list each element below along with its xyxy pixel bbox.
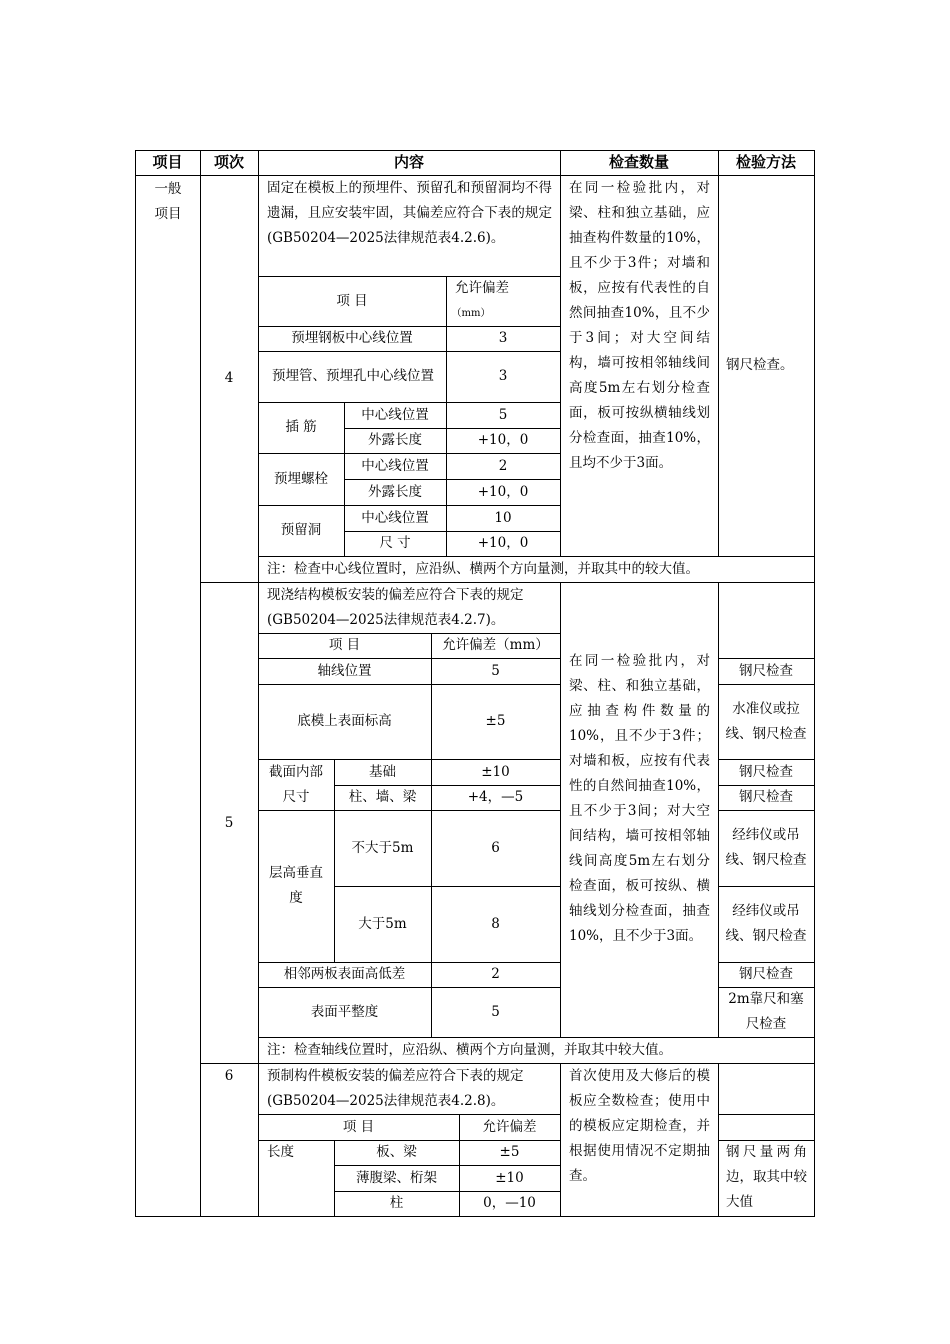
row4-pipe-hole-value: 3 — [498, 368, 508, 384]
row5-axis-method: 钢尺检查 — [739, 662, 793, 679]
row4-bolt-center: 中心线位置 — [361, 457, 429, 474]
row4-hole-center-value: 10 — [494, 509, 512, 526]
row6-intro: 预制构件模板安装的偏差应符合下表的规定(GB50204—2025法律规范表4.2.8)。 — [267, 1068, 524, 1109]
row4-rebar-exposed: 外露长度 — [368, 432, 422, 448]
row5-vertical-le5-method: 经纬仪或吊线、钢尺检查 — [725, 827, 807, 868]
header-xiangmu: 项目 — [152, 153, 183, 171]
row5-axis: 轴线位置 — [317, 662, 372, 679]
row4-bolt-center-value: 2 — [498, 457, 508, 474]
row5-section: 截面内部尺寸 — [269, 763, 323, 805]
row4-quantity: 在同一检验批内，对梁、柱和独立基础，应抽查构件数量的10%，且不少于3件；对墙和板，应按有代表性的自然间抽查10%，且不少于3间；对大空间结构，墙可按相邻轴线间高度5m左右划分检查面，板可按纵横轴线划分检查面，抽查10%，且均不少于3面。 — [569, 180, 710, 471]
row6-quantity: 首次使用及大修后的模板应全数检查；使用中的模板应定期检查，并根据使用情况不定期抽查。 — [569, 1068, 710, 1184]
row4-pipe-hole: 预埋管、预埋孔中心线位置 — [272, 368, 434, 384]
row6-column: 柱 — [389, 1195, 404, 1211]
row4-bolt: 预埋螺栓 — [274, 470, 328, 487]
row4-hole-size-value: +10，0 — [477, 535, 529, 551]
row5-section-foundation-method: 钢尺检查 — [739, 763, 793, 780]
row5-adjacent: 相邻两板表面高低差 — [283, 966, 406, 982]
row4-intro: 固定在模板上的预埋件、预留孔和预留洞均不得遗漏，且应安装牢固，其偏差应符合下表的规定(GB50204—2025法律规范表4.2.6)。 — [267, 180, 552, 246]
header-xiangci: 项次 — [213, 153, 244, 171]
row6-subhead-tol: 允许偏差 — [482, 1118, 537, 1135]
row6-truss: 薄腹梁、桁架 — [356, 1169, 437, 1186]
row4-subhead-tol: 允许偏差 — [455, 280, 509, 296]
row4-method: 钢尺检查。 — [726, 357, 794, 373]
row5-bottom-method: 水准仪或拉线、钢尺检查 — [725, 700, 807, 742]
row5-subhead-item: 项 目 — [328, 637, 361, 653]
row5-section-foundation-value: ±10 — [481, 763, 510, 780]
row4-hole-size: 尺 寸 — [379, 535, 411, 551]
row4-hole-center: 中心线位置 — [361, 509, 429, 526]
row4-rebar-center: 中心线位置 — [361, 406, 429, 423]
row4-steel-plate: 预埋钢板中心线位置 — [291, 330, 413, 346]
row6-number: 6 — [224, 1068, 234, 1084]
row5-section-foundation: 基础 — [369, 763, 396, 780]
row4-rebar-exposed-value: +10，0 — [477, 432, 529, 448]
row4-bolt-exposed-value: +10，0 — [477, 483, 529, 500]
row5-vertical-gt5-value: 8 — [491, 915, 500, 932]
row4-note: 注：检查中心线位置时，应沿纵、横两个方向量测，并取其中的较大值。 — [267, 561, 699, 577]
row5-vertical-le5: 不大于5m — [351, 839, 414, 856]
row5-flatness-method: 2m靠尺和塞尺检查 — [728, 991, 804, 1032]
row6-slab-value: ±5 — [499, 1144, 520, 1160]
row6-slab: 板、梁 — [376, 1144, 417, 1160]
row5-vertical-gt5: 大于5m — [358, 915, 407, 932]
row4-steel-plate-value: 3 — [498, 330, 508, 346]
row5-flatness-value: 5 — [491, 1003, 500, 1020]
row4-number: 4 — [224, 370, 234, 386]
row6-column-value: 0，—10 — [483, 1195, 536, 1211]
row6-method: 钢尺量两角边，取其中较大值 — [726, 1144, 807, 1210]
row5-subhead-tol: 允许偏差（mm） — [442, 637, 549, 653]
row5-bottom: 底模上表面标高 — [297, 713, 392, 729]
header-method: 检验方法 — [735, 153, 796, 171]
row5-note: 注：检查轴线位置时，应沿纵、横两个方向量测，并取其中较大值。 — [267, 1042, 672, 1058]
category-label: 一般项目 — [154, 181, 182, 222]
row4-subhead-unit: （mm） — [451, 308, 491, 319]
row5-vertical: 层高垂直度 — [269, 865, 323, 906]
row4-rebar-center-value: 5 — [498, 406, 508, 423]
row5-intro: 现浇结构模板安装的偏差应符合下表的规定(GB50204—2025法律规范表4.2.7)。 — [267, 587, 524, 628]
header-quantity: 检查数量 — [608, 153, 669, 171]
row5-section-column-value: +4，—5 — [467, 789, 524, 805]
row5-quantity: 在同一检验批内，对梁、柱、和独立基础，应抽查构件数量的10%，且不少于3件；对墙和板，应按有代表性的自然间抽查10%，且不少于3间；对大空间结构，墙可按相邻轴线间高度5m左右划分检查面，板可按纵、横轴线划分检查面，抽查10%，且不少于3面。 — [569, 653, 710, 944]
row6-length: 长度 — [267, 1144, 294, 1160]
row5-axis-value: 5 — [491, 662, 500, 679]
row5-adjacent-method: 钢尺检查 — [739, 966, 793, 982]
row4-bolt-exposed: 外露长度 — [368, 483, 422, 500]
row5-vertical-gt5-method: 经纬仪或吊线、钢尺检查 — [725, 903, 807, 944]
row5-flatness: 表面平整度 — [310, 1003, 379, 1020]
row5-number: 5 — [224, 815, 234, 831]
row5-bottom-value: ±5 — [485, 713, 506, 729]
header-neirong: 内容 — [393, 153, 424, 171]
row4-hole: 预留洞 — [280, 522, 322, 538]
row4-subhead-item: 项 目 — [336, 292, 368, 309]
row5-vertical-le5-value: 6 — [491, 839, 500, 856]
row6-truss-value: ±10 — [495, 1169, 524, 1186]
row5-section-column-method: 钢尺检查 — [739, 789, 793, 805]
row5-section-column: 柱、墙、梁 — [348, 789, 417, 805]
row5-adjacent-value: 2 — [491, 966, 500, 982]
row6-subhead-item: 项 目 — [342, 1118, 375, 1135]
row4-rebar: 插 筋 — [285, 419, 317, 435]
